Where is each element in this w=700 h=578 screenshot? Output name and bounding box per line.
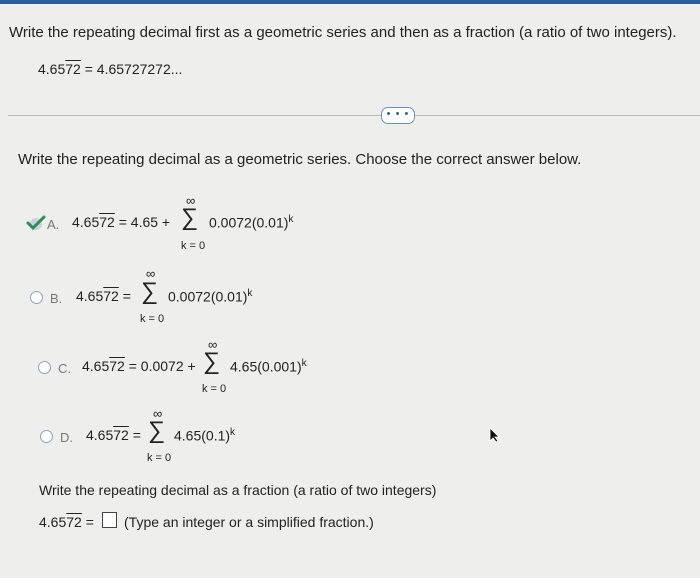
part2-lhs-prefix: 4.65 <box>39 514 67 530</box>
option-b-exponent: k <box>247 288 253 299</box>
option-d-lower-limit: k = 0 <box>147 452 172 464</box>
option-b-radio[interactable] <box>30 291 43 304</box>
expand-more-button[interactable]: • • • <box>381 107 415 124</box>
option-b-term-base: 0.0072(0.01) <box>168 288 248 305</box>
option-c-lower-limit: k = 0 <box>202 383 227 395</box>
option-d-term <box>174 427 235 444</box>
option-c-letter: C. <box>58 361 71 376</box>
number-repeating-digits: 72 <box>65 61 81 77</box>
option-a-lhs-bar: 72 <box>99 214 115 230</box>
option-c-lhs-prefix: 4.65 <box>82 358 110 374</box>
option-a-upper-limit: ∞ <box>186 193 196 208</box>
option-d-lhs-bar: 72 <box>113 427 129 443</box>
option-c-before-sum: = 0.0072 + <box>128 358 196 374</box>
number-expansion: = 4.65727272... <box>84 61 183 77</box>
part2-prompt: Write the repeating decimal as a fraction (a ratio of two integers) <box>39 482 437 498</box>
question-instruction: Write the repeating decimal first as a geometric series and then as a fraction (a ratio of two integers). <box>9 24 677 41</box>
option-c-upper-limit: ∞ <box>208 337 218 352</box>
option-d-exponent: k <box>230 427 236 438</box>
option-c-radio[interactable] <box>38 361 51 374</box>
part1-prompt: Write the repeating decimal as a geometric series. Choose the correct answer below. <box>18 151 582 168</box>
mouse-cursor-icon <box>488 427 502 443</box>
option-d-sigma-icon: ∑ <box>148 417 166 444</box>
section-divider <box>8 115 700 116</box>
option-a-term-base: 0.0072(0.01) <box>209 214 289 231</box>
part2-lhs <box>39 514 94 530</box>
option-d-upper-limit: ∞ <box>153 406 163 421</box>
option-b-equation <box>76 288 131 304</box>
option-b-term <box>168 288 252 305</box>
option-a-sigma-icon: ∑ <box>181 204 199 231</box>
part2-lhs-bar: 72 <box>66 514 82 530</box>
option-a-lower-limit: k = 0 <box>181 240 206 252</box>
option-c-term-base: 4.65(0.001) <box>230 358 302 375</box>
option-b-letter: B. <box>50 291 63 306</box>
option-d-radio[interactable] <box>40 430 53 443</box>
part2-equals: = <box>85 514 94 530</box>
option-d-letter: D. <box>60 430 73 445</box>
option-a-before-sum: = 4.65 + <box>118 214 171 230</box>
option-c-term <box>230 358 307 375</box>
option-b-lower-limit: k = 0 <box>140 313 165 325</box>
option-a-lhs-prefix: 4.65 <box>72 214 100 230</box>
option-d-lhs-prefix: 4.65 <box>86 427 114 443</box>
option-c-sigma-icon: ∑ <box>203 348 221 375</box>
question-number <box>38 61 182 77</box>
option-b-lhs-prefix: 4.65 <box>76 288 104 304</box>
option-c-lhs-bar: 72 <box>109 358 125 374</box>
option-a-exponent: k <box>288 214 294 225</box>
option-d-before-sum: = <box>132 427 141 443</box>
part2-hint: (Type an integer or a simplified fraction.) <box>124 514 374 530</box>
option-a-term <box>209 214 293 231</box>
option-a-letter: A. <box>47 217 60 232</box>
option-b-sigma-icon: ∑ <box>141 278 159 305</box>
option-c-equation <box>82 358 196 374</box>
option-a-equation <box>72 214 170 230</box>
option-d-term-base: 4.65(0.1) <box>174 427 231 444</box>
fraction-answer-input[interactable] <box>102 512 117 528</box>
option-b-lhs-bar: 72 <box>103 288 119 304</box>
number-prefix: 4.65 <box>38 61 66 77</box>
option-c-exponent: k <box>301 358 307 369</box>
top-accent-bar <box>0 0 700 4</box>
option-d-equation <box>86 427 141 443</box>
checkmark-icon <box>26 215 46 231</box>
option-b-before-sum: = <box>122 288 131 304</box>
option-b-upper-limit: ∞ <box>146 266 156 281</box>
